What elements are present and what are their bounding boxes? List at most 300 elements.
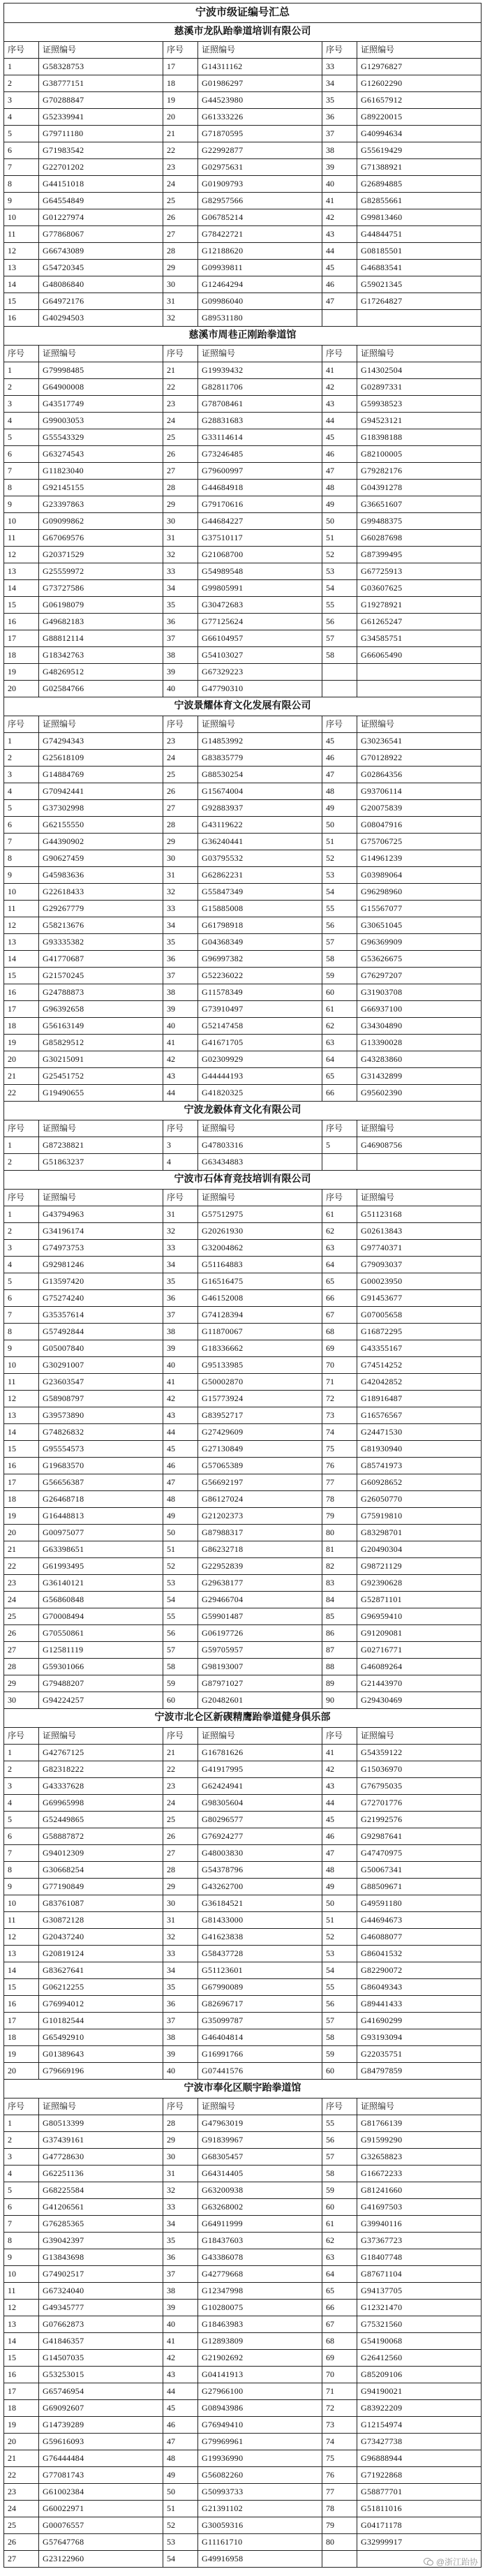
serial-number-cell: 23: [163, 733, 198, 750]
table-row: [4, 513, 482, 530]
certificate-number-cell: [357, 664, 482, 681]
table-row: [4, 429, 482, 446]
serial-number-cell: 24: [4, 1592, 39, 1608]
table-row: [4, 1001, 482, 1018]
certificate-number-cell: G20437240: [39, 1929, 163, 1946]
serial-number-cell: 21: [4, 2450, 39, 2467]
table-row: [4, 630, 482, 647]
serial-number-cell: 10: [4, 513, 39, 530]
serial-number-cell: 23: [163, 159, 198, 176]
serial-number-cell: 41: [322, 362, 357, 379]
serial-number-cell: 64: [322, 1257, 357, 1273]
section-title: 慈溪市周巷正刚跆拳道馆: [4, 327, 482, 346]
certificate-number-cell: G22992877: [198, 142, 322, 159]
certificate-number-cell: G61265247: [357, 614, 482, 630]
certificate-number-cell: G87971027: [198, 1675, 322, 1692]
serial-number-cell: 53: [322, 563, 357, 580]
certificate-number-cell: G11578349: [198, 984, 322, 1001]
table-row: [4, 2517, 482, 2534]
serial-number-cell: 37: [322, 126, 357, 142]
certificate-number-cell: G29638177: [198, 1575, 322, 1592]
certificate-number-cell: G61333226: [198, 109, 322, 126]
table-row: [4, 362, 482, 379]
serial-number-cell: 55: [322, 1979, 357, 1996]
certificate-number-cell: G44684918: [198, 480, 322, 496]
serial-number-cell: 37: [163, 2013, 198, 2029]
certificate-number-cell: G64314405: [198, 2166, 322, 2182]
serial-number-cell: 88: [322, 1659, 357, 1675]
serial-number-cell: 41: [163, 2333, 198, 2350]
certificate-number-cell: G57492844: [39, 1324, 163, 1340]
certificate-number-cell: G70550861: [39, 1625, 163, 1642]
certificate-number-cell: G74902517: [39, 2266, 163, 2283]
serial-number-cell: 9: [4, 867, 39, 884]
serial-number-cell: 7: [4, 463, 39, 480]
serial-number-cell: 15: [4, 968, 39, 984]
certificate-number-cell: G86041532: [357, 1946, 482, 1962]
serial-number-cell: 5: [322, 1137, 357, 1154]
certificate-number-cell: G44444193: [198, 1068, 322, 1085]
serial-number-header: 序号: [4, 1190, 39, 1206]
serial-number-cell: 23: [4, 2484, 39, 2501]
table-row: [4, 1979, 482, 1996]
serial-number-cell: 26: [163, 446, 198, 463]
serial-number-cell: 58: [163, 1659, 198, 1675]
certificate-number-cell: G21391102: [198, 2501, 322, 2517]
certificate-number-cell: G65746954: [39, 2383, 163, 2400]
serial-number-cell: 4: [4, 109, 39, 126]
certificate-number-cell: [357, 681, 482, 697]
table-row: [4, 563, 482, 580]
serial-number-cell: 27: [4, 1642, 39, 1659]
serial-number-cell: 4: [4, 1257, 39, 1273]
table-row: [4, 1068, 482, 1085]
table-row: [4, 1407, 482, 1424]
serial-number-cell: 51: [322, 1912, 357, 1929]
certificate-number-cell: G44684227: [198, 513, 322, 530]
certificate-number-cell: G30059316: [198, 2517, 322, 2534]
serial-number-cell: 35: [163, 1273, 198, 1290]
table-row: [4, 2063, 482, 2080]
certificate-number-cell: G96959410: [357, 1608, 482, 1625]
serial-number-cell: 35: [163, 1979, 198, 1996]
sections-container: [4, 23, 482, 2568]
certificate-number-cell: G70008494: [39, 1608, 163, 1625]
certificate-number-cell: G17264827: [357, 293, 482, 310]
table-row: [4, 2400, 482, 2417]
serial-number-cell: 27: [163, 1845, 198, 1862]
table-row: [4, 1273, 482, 1290]
certificate-number-cell: G27429609: [198, 1424, 322, 1441]
certificate-number-header: 证照编号: [357, 716, 482, 733]
certificate-number-cell: G85741973: [357, 1458, 482, 1474]
table-row: [4, 1324, 482, 1340]
serial-number-cell: 15: [4, 293, 39, 310]
serial-number-cell: 80: [322, 2534, 357, 2551]
certificate-number-cell: G83952717: [198, 1407, 322, 1424]
certificate-number-cell: G46089264: [357, 1659, 482, 1675]
certificate-number-cell: G44523980: [198, 92, 322, 109]
serial-number-header: 序号: [4, 2098, 39, 2115]
serial-number-cell: 9: [4, 496, 39, 513]
serial-number-cell: 34: [163, 1962, 198, 1979]
serial-number-cell: 29: [163, 2132, 198, 2149]
table-row: [4, 2450, 482, 2467]
certificate-number-cell: G58877701: [357, 2484, 482, 2501]
certificate-number-cell: G50002870: [198, 1374, 322, 1391]
table-row: [4, 783, 482, 800]
certificate-number-cell: G46152008: [198, 1290, 322, 1307]
table-row: [4, 92, 482, 109]
certificate-number-cell: G78708461: [198, 396, 322, 413]
certificate-number-cell: G76949410: [198, 2417, 322, 2434]
serial-number-cell: 8: [4, 850, 39, 867]
table-row: [4, 1659, 482, 1675]
certificate-number-cell: G35357614: [39, 1307, 163, 1324]
certificate-number-cell: G41917995: [198, 1761, 322, 1778]
certificate-number-cell: G61798918: [198, 917, 322, 934]
table-row: [4, 413, 482, 429]
certificate-number-cell: G21570245: [39, 968, 163, 984]
table-row: [4, 2551, 482, 2568]
serial-number-cell: 42: [163, 2350, 198, 2367]
certificate-number-cell: G79170616: [198, 496, 322, 513]
serial-number-header: 序号: [322, 42, 357, 59]
serial-number-cell: 29: [163, 496, 198, 513]
certificate-number-cell: G30668254: [39, 1862, 163, 1879]
serial-number-cell: 51: [163, 2501, 198, 2517]
certificate-number-cell: G82318222: [39, 1761, 163, 1778]
certificate-number-cell: G02897331: [357, 379, 482, 396]
table-row: [4, 1845, 482, 1862]
serial-number-cell: 50: [163, 1525, 198, 1541]
certificate-number-cell: G14739289: [39, 2417, 163, 2434]
certificate-number-cell: G41623838: [198, 1929, 322, 1946]
serial-number-cell: 24: [163, 176, 198, 193]
certificate-number-cell: G79093037: [357, 1257, 482, 1273]
serial-number-cell: 39: [163, 1001, 198, 1018]
serial-number-cell: 7: [4, 159, 39, 176]
serial-number-cell: 38: [163, 1324, 198, 1340]
table-row: [4, 800, 482, 817]
table-row: [4, 126, 482, 142]
certificate-number-cell: G18336662: [198, 1340, 322, 1357]
serial-number-cell: 57: [322, 630, 357, 647]
table-row: [4, 1642, 482, 1659]
serial-number-cell: 35: [163, 934, 198, 951]
serial-number-cell: 31: [163, 530, 198, 547]
serial-number-cell: 69: [322, 2350, 357, 2367]
certificate-number-cell: G08943986: [198, 2400, 322, 2417]
certificate-number-cell: G62862231: [198, 867, 322, 884]
certificate-number-cell: G79998485: [39, 362, 163, 379]
certificate-number-cell: G51123601: [198, 1962, 322, 1979]
certificate-number-cell: G88509671: [357, 1879, 482, 1895]
table-row: [4, 850, 482, 867]
certificate-number-cell: G94137705: [357, 2283, 482, 2300]
certificate-table: [4, 346, 482, 697]
table-row: [4, 834, 482, 850]
table-row: [4, 2367, 482, 2383]
certificate-number-cell: G15773924: [198, 1391, 322, 1407]
serial-number-cell: 35: [322, 92, 357, 109]
certificate-number-cell: G49682183: [39, 614, 163, 630]
certificate-number-cell: G73910497: [198, 1001, 322, 1018]
certificate-number-cell: G52236022: [198, 968, 322, 984]
certificate-number-cell: G47470975: [357, 1845, 482, 1862]
certificate-number-cell: G26468718: [39, 1491, 163, 1508]
serial-number-cell: 87: [322, 1642, 357, 1659]
serial-number-cell: 13: [4, 934, 39, 951]
certificate-number-cell: G57647768: [39, 2534, 163, 2551]
serial-number-cell: 5: [4, 1273, 39, 1290]
certificate-number-cell: G21068700: [198, 547, 322, 563]
serial-number-cell: 17: [4, 1001, 39, 1018]
certificate-number-cell: G03989064: [357, 867, 482, 884]
certificate-table: [4, 1120, 482, 1171]
certificate-number-cell: G12581119: [39, 1642, 163, 1659]
serial-number-cell: 30: [163, 513, 198, 530]
certificate-table: [4, 1190, 482, 1709]
serial-number-cell: 6: [4, 817, 39, 834]
serial-number-cell: 29: [163, 1879, 198, 1895]
table-row: [4, 817, 482, 834]
serial-number-cell: 67: [322, 2316, 357, 2333]
serial-number-cell: 27: [163, 226, 198, 243]
serial-number-cell: 32: [163, 547, 198, 563]
serial-number-cell: 33: [163, 563, 198, 580]
table-row: [4, 2417, 482, 2434]
serial-number-cell: 41: [322, 193, 357, 209]
certificate-number-cell: G62251136: [39, 2166, 163, 2182]
certificate-number-cell: G85209106: [357, 2367, 482, 2383]
certificate-number-cell: G91599290: [357, 2132, 482, 2149]
serial-number-cell: 5: [4, 800, 39, 817]
certificate-number-cell: G44151018: [39, 176, 163, 193]
serial-number-cell: 28: [163, 1862, 198, 1879]
table-row: [4, 1608, 482, 1625]
certificate-number-cell: G24471530: [357, 1424, 482, 1441]
certificate-number-cell: G86127024: [198, 1491, 322, 1508]
certificate-number-cell: G54989548: [198, 563, 322, 580]
certificate-number-cell: G14311162: [198, 59, 322, 75]
certificate-number-cell: G19490655: [39, 1085, 163, 1102]
serial-number-cell: 38: [163, 984, 198, 1001]
serial-number-cell: 16: [4, 2367, 39, 2383]
certificate-number-cell: G46088077: [357, 1929, 482, 1946]
certificate-number-cell: G98193007: [198, 1659, 322, 1675]
certificate-number-header: 证照编号: [39, 716, 163, 733]
certificate-number-cell: G01909793: [198, 176, 322, 193]
serial-number-cell: 25: [163, 1812, 198, 1828]
serial-number-cell: 30: [163, 1895, 198, 1912]
serial-number-cell: 75: [322, 2450, 357, 2467]
certificate-number-cell: G33114614: [198, 429, 322, 446]
certificate-number-cell: G41770687: [39, 951, 163, 968]
certificate-number-cell: G94190021: [357, 2383, 482, 2400]
certificate-number-cell: G00975077: [39, 1525, 163, 1541]
serial-number-cell: 2: [4, 1761, 39, 1778]
serial-number-cell: 24: [163, 750, 198, 767]
table-row: [4, 2316, 482, 2333]
certificate-number-cell: G49591180: [357, 1895, 482, 1912]
certificate-number-cell: G14302504: [357, 362, 482, 379]
table-row: [4, 2216, 482, 2233]
table-row: [4, 2333, 482, 2350]
certificate-number-cell: G84797859: [357, 2063, 482, 2080]
certificate-number-cell: G50067341: [357, 1862, 482, 1879]
serial-number-cell: 11: [4, 530, 39, 547]
certificate-number-cell: G06198079: [39, 597, 163, 614]
certificate-number-cell: G43386078: [198, 2249, 322, 2266]
table-row: [4, 951, 482, 968]
table-header-row: [4, 42, 482, 59]
certificate-number-cell: G74294343: [39, 733, 163, 750]
serial-number-cell: 33: [322, 59, 357, 75]
serial-number-cell: 7: [4, 1307, 39, 1324]
certificate-number-cell: G22618433: [39, 884, 163, 901]
certificate-number-cell: G57512975: [198, 1206, 322, 1223]
certificate-number-cell: G16448813: [39, 1508, 163, 1525]
serial-number-cell: 46: [163, 2417, 198, 2434]
serial-number-cell: 39: [163, 664, 198, 681]
table-row: [4, 2350, 482, 2367]
serial-number-cell: 36: [322, 109, 357, 126]
serial-number-cell: 30: [4, 1692, 39, 1709]
serial-number-cell: 3: [4, 92, 39, 109]
certificate-number-cell: G96888944: [357, 2450, 482, 2467]
certificate-number-cell: G51863237: [39, 1154, 163, 1171]
table-row: [4, 1778, 482, 1795]
certificate-number-cell: G52339941: [39, 109, 163, 126]
serial-number-cell: 68: [322, 2333, 357, 2350]
serial-number-cell: 2: [4, 750, 39, 767]
certificate-number-cell: G45983636: [39, 867, 163, 884]
serial-number-cell: 54: [163, 1592, 198, 1608]
serial-number-cell: 56: [322, 917, 357, 934]
certificate-number-cell: G30472683: [198, 597, 322, 614]
certificate-number-cell: G39940116: [357, 2216, 482, 2233]
serial-number-cell: 40: [163, 1357, 198, 1374]
table-row: [4, 647, 482, 664]
serial-number-cell: 1: [4, 362, 39, 379]
serial-number-cell: 22: [4, 2467, 39, 2484]
certificate-number-cell: G21443970: [357, 1675, 482, 1692]
certificate-number-cell: G16872295: [357, 1324, 482, 1340]
table-row: [4, 1912, 482, 1929]
table-row: [4, 1929, 482, 1946]
serial-number-cell: 15: [4, 1979, 39, 1996]
certificate-number-header: 证照编号: [198, 1190, 322, 1206]
certificate-number-cell: G25618109: [39, 750, 163, 767]
certificate-number-cell: G16516475: [198, 1273, 322, 1290]
certificate-number-cell: G71388921: [357, 159, 482, 176]
certificate-number-cell: G83761087: [39, 1895, 163, 1912]
table-row: [4, 733, 482, 750]
certificate-number-cell: G41820325: [198, 1085, 322, 1102]
serial-number-cell: 18: [4, 647, 39, 664]
serial-number-cell: 56: [322, 2132, 357, 2149]
certificate-number-cell: G66937100: [357, 1001, 482, 1018]
serial-number-cell: 52: [163, 2517, 198, 2534]
serial-number-cell: 71: [322, 2383, 357, 2400]
certificate-number-cell: G34304890: [357, 1018, 482, 1035]
certificate-number-cell: G14507035: [39, 2350, 163, 2367]
certificate-number-cell: G62155550: [39, 817, 163, 834]
serial-number-cell: 11: [4, 1374, 39, 1391]
certificate-number-cell: G54720345: [39, 260, 163, 276]
table-row: [4, 1290, 482, 1307]
table-row: [4, 226, 482, 243]
certificate-number-cell: G29430469: [357, 1692, 482, 1709]
table-header-row: [4, 1190, 482, 1206]
serial-number-cell: 46: [322, 750, 357, 767]
certificate-number-cell: G54378796: [198, 1862, 322, 1879]
serial-number-cell: 11: [4, 1912, 39, 1929]
serial-number-cell: 10: [4, 209, 39, 226]
serial-number-cell: 66: [322, 1290, 357, 1307]
serial-number-cell: 30: [163, 2149, 198, 2166]
certificate-number-cell: G30651045: [357, 917, 482, 934]
certificate-number-cell: G99488375: [357, 513, 482, 530]
serial-number-header: 序号: [163, 1120, 198, 1137]
certificate-number-cell: G61993495: [39, 1558, 163, 1575]
certificate-number-cell: G19936990: [198, 2450, 322, 2467]
serial-number-cell: 42: [163, 1051, 198, 1068]
serial-number-cell: 57: [322, 2149, 357, 2166]
serial-number-cell: 6: [4, 1828, 39, 1845]
certificate-number-cell: G43262700: [198, 1879, 322, 1895]
certificate-number-cell: G37302998: [39, 800, 163, 817]
certificate-number-cell: G65492910: [39, 2029, 163, 2046]
serial-number-cell: 42: [322, 209, 357, 226]
certificate-number-cell: G77125624: [198, 614, 322, 630]
serial-number-cell: 19: [4, 1508, 39, 1525]
serial-number-cell: 31: [163, 293, 198, 310]
serial-number-cell: 14: [4, 2333, 39, 2350]
table-row: [4, 1625, 482, 1642]
serial-number-cell: 38: [163, 2029, 198, 2046]
serial-number-cell: 47: [322, 463, 357, 480]
certificate-number-cell: G09986040: [198, 293, 322, 310]
certificate-number-cell: G91209081: [357, 1625, 482, 1642]
serial-number-cell: [322, 1154, 357, 1171]
serial-number-cell: 40: [163, 681, 198, 697]
table-row: [4, 1862, 482, 1879]
certificate-number-header: 证照编号: [198, 42, 322, 59]
certificate-number-cell: G92987641: [357, 1828, 482, 1845]
certificate-number-cell: G03607625: [357, 580, 482, 597]
certificate-number-cell: G76795035: [357, 1778, 482, 1795]
certificate-number-cell: G78422721: [198, 226, 322, 243]
certificate-number-cell: G44390902: [39, 834, 163, 850]
table-row: [4, 901, 482, 917]
certificate-number-cell: G26412560: [357, 2350, 482, 2367]
serial-number-cell: 58: [322, 647, 357, 664]
certificate-number-cell: G79488207: [39, 1675, 163, 1692]
table-row: [4, 1223, 482, 1240]
serial-number-cell: 29: [4, 1675, 39, 1692]
serial-number-cell: 79: [322, 2517, 357, 2534]
serial-number-cell: 72: [322, 1391, 357, 1407]
serial-number-cell: 24: [163, 413, 198, 429]
table-row: [4, 1895, 482, 1912]
serial-number-cell: 39: [163, 1340, 198, 1357]
certificate-number-cell: G16672233: [357, 2166, 482, 2182]
serial-number-cell: 47: [322, 767, 357, 783]
serial-number-cell: 4: [4, 413, 39, 429]
serial-number-cell: 10: [4, 884, 39, 901]
